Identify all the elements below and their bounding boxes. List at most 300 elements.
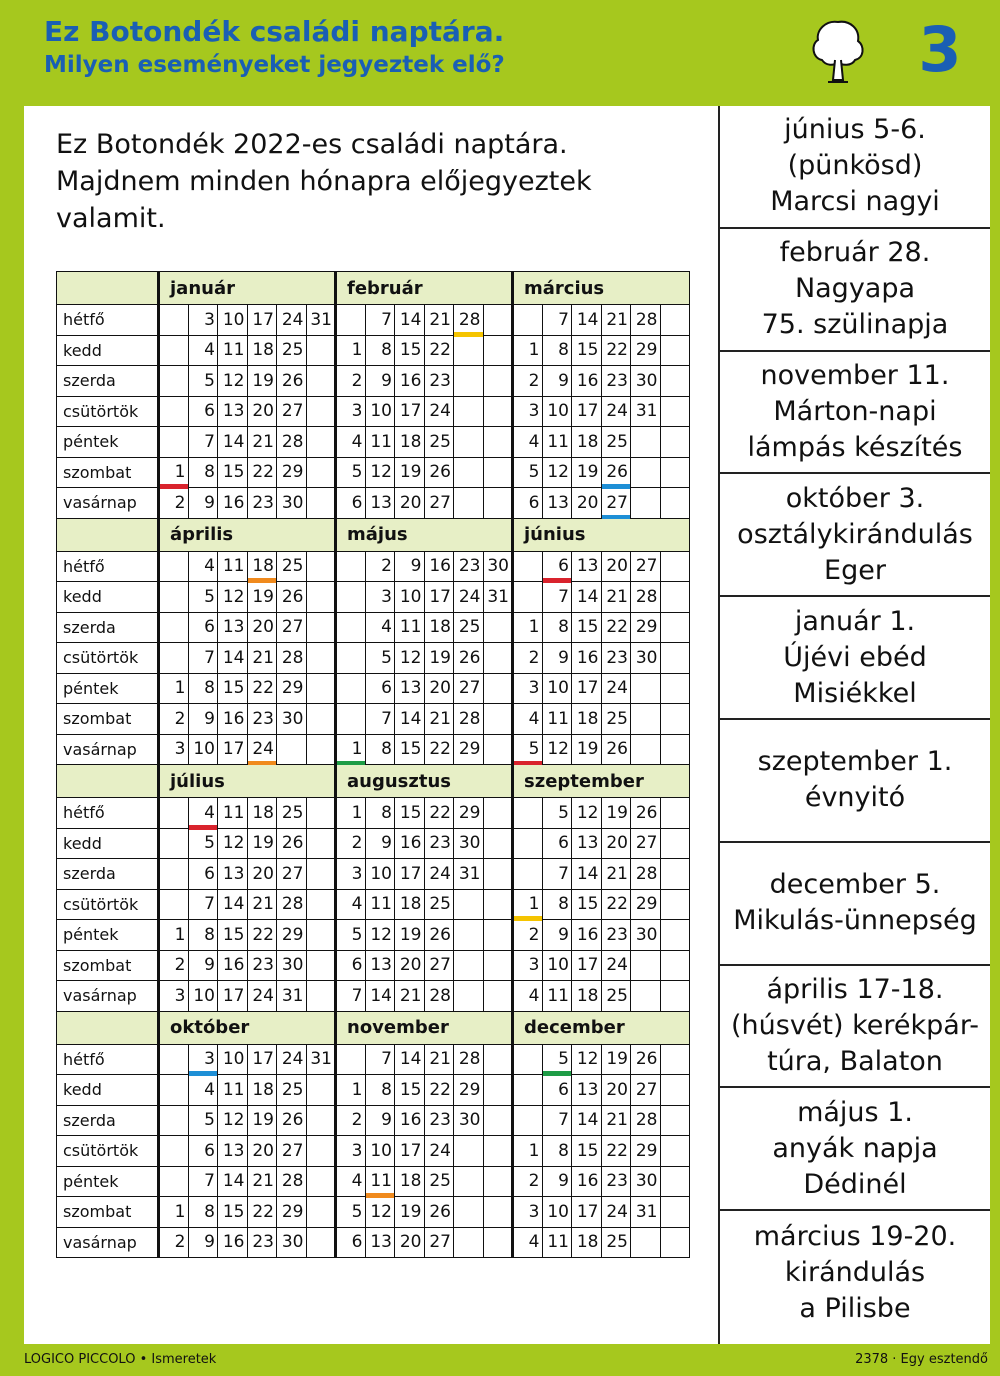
date-cell: 29 [631,612,661,643]
date-cell: 4 [513,704,543,735]
date-cell: 6 [336,1227,366,1258]
date-cell [306,366,336,397]
date-cell: 28 [631,1105,661,1136]
date-cell [660,488,690,519]
date-cell: 19 [247,828,277,859]
header-corner [57,272,159,305]
date-cell [660,798,690,829]
date-cell: 17 [572,950,602,981]
date-cell: 15 [218,457,248,488]
date-cell [631,488,661,519]
date-cell: 20 [572,488,602,519]
date-cell: 13 [218,396,248,427]
date-cell: 12 [218,582,248,613]
date-cell [454,335,484,366]
date-cell: 17 [247,305,277,336]
date-cell: 7 [542,305,572,336]
date-cell: 17 [395,396,425,427]
date-cell: 28 [454,305,484,336]
event-card [720,106,990,229]
event-line: június 5-6. [784,114,926,146]
week-row [57,950,690,981]
date-cell: 21 [247,643,277,674]
date-cell: 8 [188,673,218,704]
date-cell: 12 [218,828,248,859]
date-cell [159,859,189,890]
date-cell: 30 [277,488,307,519]
week-row [57,1136,690,1167]
week-row [57,488,690,519]
date-cell [483,1075,513,1106]
date-cell: 17 [218,734,248,765]
week-row [57,828,690,859]
date-cell: 4 [513,1227,543,1258]
date-cell: 24 [454,582,484,613]
date-cell: 18 [247,335,277,366]
date-cell: 12 [365,457,395,488]
date-cell: 9 [542,1166,572,1197]
intro-text [56,126,706,237]
date-cell [660,889,690,920]
date-cell: 14 [365,981,395,1012]
date-cell: 2 [513,1166,543,1197]
date-cell: 16 [218,488,248,519]
date-cell [660,704,690,735]
header-corner [57,518,159,551]
date-cell: 18 [395,889,425,920]
date-cell [454,1136,484,1167]
date-cell: 9 [188,704,218,735]
week-row [57,427,690,458]
date-cell: 22 [601,1136,631,1167]
date-cell: 2 [365,551,395,582]
date-cell: 11 [542,1227,572,1258]
week-row [57,1166,690,1197]
event-line: kirándulás [784,1256,926,1288]
date-cell: 11 [218,1075,248,1106]
date-cell [660,1166,690,1197]
date-cell: 26 [424,457,454,488]
event-line: Mikulás-ünnepség [733,905,977,937]
week-row [57,1197,690,1228]
weekday-label: kedd [57,335,159,366]
date-cell: 4 [513,427,543,458]
date-cell: 27 [277,396,307,427]
weekday-label: hétfő [57,798,159,829]
date-cell: 10 [542,950,572,981]
month-name: január [159,272,336,305]
date-cell: 3 [188,305,218,336]
date-cell [483,981,513,1012]
date-cell: 28 [631,582,661,613]
event-line: február 28. [779,237,931,269]
week-row [57,704,690,735]
date-cell [660,859,690,890]
date-cell: 13 [365,950,395,981]
date-cell [306,920,336,951]
date-cell: 5 [188,828,218,859]
date-cell: 16 [395,828,425,859]
date-cell: 27 [454,673,484,704]
week-row [57,981,690,1012]
date-cell: 24 [424,396,454,427]
date-cell: 3 [336,396,366,427]
date-cell: 14 [572,582,602,613]
date-cell [660,427,690,458]
date-cell: 4 [188,335,218,366]
date-cell: 19 [572,734,602,765]
date-cell: 30 [631,1166,661,1197]
date-cell [306,1075,336,1106]
date-cell: 9 [542,366,572,397]
date-cell: 24 [601,673,631,704]
main-panel [24,106,718,1344]
date-cell [306,1136,336,1167]
weekday-label: péntek [57,920,159,951]
date-cell: 31 [631,1197,661,1228]
date-cell: 1 [513,612,543,643]
event-card [720,597,990,720]
date-cell: 12 [572,798,602,829]
weekday-label: szombat [57,704,159,735]
date-cell: 30 [631,643,661,674]
date-cell: 5 [542,1044,572,1075]
date-cell: 15 [395,335,425,366]
events-column [718,106,990,1344]
date-cell: 23 [601,920,631,951]
weekday-label: péntek [57,427,159,458]
date-cell [483,673,513,704]
date-cell: 8 [365,734,395,765]
week-row [57,582,690,613]
date-cell: 22 [424,798,454,829]
date-cell: 7 [188,1166,218,1197]
date-cell [159,551,189,582]
month-header-row [57,765,690,798]
week-row [57,396,690,427]
date-cell: 21 [601,305,631,336]
date-cell: 29 [454,734,484,765]
date-cell: 12 [542,734,572,765]
date-cell: 1 [159,673,189,704]
date-cell: 23 [247,1227,277,1258]
event-line: március 19-20. [753,1220,957,1252]
date-cell: 19 [601,798,631,829]
date-cell [306,734,336,765]
weekday-label: szerda [57,859,159,890]
date-cell [631,1227,661,1258]
month-name: június [513,518,690,551]
date-cell: 28 [277,889,307,920]
weekday-label: hétfő [57,551,159,582]
date-cell: 3 [365,582,395,613]
date-cell [631,950,661,981]
date-cell: 20 [247,396,277,427]
date-cell: 4 [336,1166,366,1197]
date-cell [454,366,484,397]
date-cell: 7 [188,889,218,920]
date-cell [483,1166,513,1197]
date-cell [660,1227,690,1258]
date-cell: 23 [601,1166,631,1197]
date-cell: 5 [188,1105,218,1136]
date-cell [631,673,661,704]
date-cell [159,798,189,829]
date-cell: 15 [218,673,248,704]
date-cell: 29 [454,798,484,829]
date-cell [454,488,484,519]
date-cell: 1 [336,335,366,366]
date-cell: 18 [572,427,602,458]
event-line: november 11. [760,359,950,391]
page-header [44,14,505,80]
date-cell: 9 [395,551,425,582]
date-cell: 28 [277,427,307,458]
date-cell: 7 [365,704,395,735]
date-cell: 25 [454,612,484,643]
date-cell: 2 [159,704,189,735]
date-cell [306,551,336,582]
date-cell [336,582,366,613]
date-cell: 5 [365,643,395,674]
date-cell: 22 [247,920,277,951]
date-cell [277,734,307,765]
date-cell: 20 [395,488,425,519]
date-cell [483,920,513,951]
date-cell: 25 [601,704,631,735]
date-cell: 12 [365,920,395,951]
date-cell: 13 [572,551,602,582]
date-cell [306,828,336,859]
date-cell [306,673,336,704]
date-cell [159,366,189,397]
date-cell: 13 [365,488,395,519]
date-cell: 8 [365,1075,395,1106]
date-cell: 10 [365,859,395,890]
date-cell: 22 [247,1197,277,1228]
weekday-label: hétfő [57,1044,159,1075]
weekday-label: vasárnap [57,1227,159,1258]
date-cell [513,1075,543,1106]
event-card [720,229,990,352]
date-cell: 16 [572,920,602,951]
date-cell: 10 [542,673,572,704]
date-cell: 9 [188,488,218,519]
date-cell: 23 [424,366,454,397]
date-cell: 29 [631,889,661,920]
date-cell: 21 [601,582,631,613]
date-cell: 30 [277,1227,307,1258]
date-cell: 6 [365,673,395,704]
date-cell [631,457,661,488]
date-cell [483,950,513,981]
date-cell: 22 [601,889,631,920]
date-cell [660,950,690,981]
date-cell: 23 [247,704,277,735]
date-cell: 22 [247,457,277,488]
date-cell: 1 [159,1197,189,1228]
month-name: szeptember [513,765,690,798]
date-cell: 19 [395,457,425,488]
date-cell: 4 [365,612,395,643]
date-cell: 2 [159,950,189,981]
date-cell: 6 [542,551,572,582]
date-cell: 17 [572,673,602,704]
date-cell: 5 [336,920,366,951]
date-cell [660,582,690,613]
date-cell [159,305,189,336]
month-name: augusztus [336,765,513,798]
date-cell: 5 [188,366,218,397]
intro-line-2: Majdnem minden hónapra előjegyeztek valamit. [56,166,592,234]
weekday-label: hétfő [57,305,159,336]
date-cell: 7 [542,582,572,613]
event-line: (húsvét) kerékpár- [731,1009,979,1041]
date-cell: 19 [601,1044,631,1075]
date-cell: 11 [218,335,248,366]
date-cell: 20 [247,1136,277,1167]
header-corner [57,1011,159,1044]
date-cell: 26 [424,1197,454,1228]
date-cell [483,1136,513,1167]
date-cell: 4 [188,551,218,582]
date-cell: 25 [277,1075,307,1106]
date-cell [631,427,661,458]
date-cell: 23 [601,366,631,397]
date-cell: 14 [572,859,602,890]
date-cell: 11 [365,889,395,920]
date-cell: 23 [424,828,454,859]
date-cell: 11 [542,981,572,1012]
date-cell: 31 [277,981,307,1012]
date-cell [306,859,336,890]
date-cell [483,366,513,397]
week-row [57,920,690,951]
date-cell: 7 [188,643,218,674]
date-cell [660,1105,690,1136]
weekday-label: vasárnap [57,981,159,1012]
date-cell: 16 [572,1166,602,1197]
event-line: Misiékkel [793,677,917,709]
calendar-table [56,271,690,1258]
week-row [57,305,690,336]
date-cell: 24 [277,1044,307,1075]
date-cell: 16 [395,366,425,397]
date-cell: 17 [395,859,425,890]
date-cell [306,1197,336,1228]
date-cell: 9 [365,828,395,859]
date-cell [306,889,336,920]
date-cell: 26 [277,582,307,613]
date-cell: 28 [631,305,661,336]
date-cell: 28 [454,1044,484,1075]
date-cell [159,1136,189,1167]
date-cell: 8 [542,612,572,643]
date-cell [306,981,336,1012]
event-line: december 5. [769,869,941,901]
date-cell: 31 [306,1044,336,1075]
weekday-label: szombat [57,457,159,488]
date-cell: 14 [572,1105,602,1136]
date-cell [660,734,690,765]
date-cell: 2 [513,366,543,397]
week-row [57,859,690,890]
date-cell: 2 [159,488,189,519]
date-cell: 14 [218,889,248,920]
date-cell: 25 [277,798,307,829]
date-cell: 6 [188,1136,218,1167]
weekday-label: szerda [57,1105,159,1136]
date-cell: 3 [188,1044,218,1075]
date-cell [513,1044,543,1075]
week-row [57,889,690,920]
date-cell: 22 [601,612,631,643]
date-cell [660,396,690,427]
date-cell: 25 [601,1227,631,1258]
date-cell: 31 [454,859,484,890]
date-cell: 21 [424,704,454,735]
week-row [57,335,690,366]
date-cell: 1 [159,920,189,951]
date-cell: 18 [395,427,425,458]
date-cell: 17 [572,396,602,427]
date-cell [306,582,336,613]
date-cell: 7 [542,859,572,890]
event-line: Eger [824,554,886,586]
date-cell: 9 [188,950,218,981]
date-cell: 24 [424,1136,454,1167]
date-cell: 7 [188,427,218,458]
date-cell: 22 [424,1075,454,1106]
week-row [57,457,690,488]
date-cell: 29 [631,1136,661,1167]
date-cell [454,457,484,488]
date-cell: 24 [601,1197,631,1228]
date-cell: 16 [572,643,602,674]
footer-code: 2378 · Egy esztendő [855,1352,988,1367]
date-cell: 22 [424,335,454,366]
date-cell: 4 [188,1075,218,1106]
date-cell: 30 [277,950,307,981]
date-cell: 20 [395,1227,425,1258]
date-cell: 5 [513,457,543,488]
date-cell: 25 [277,335,307,366]
date-cell: 11 [395,612,425,643]
date-cell: 12 [218,1105,248,1136]
date-cell: 19 [247,366,277,397]
date-cell [513,582,543,613]
date-cell: 17 [572,1197,602,1228]
event-card [720,843,990,966]
date-cell: 11 [542,427,572,458]
date-cell: 3 [159,981,189,1012]
date-cell: 7 [365,1044,395,1075]
date-cell: 13 [365,1227,395,1258]
date-cell [306,612,336,643]
weekday-label: szombat [57,950,159,981]
month-name: március [513,272,690,305]
date-cell: 4 [513,981,543,1012]
date-cell: 18 [572,704,602,735]
date-cell [660,366,690,397]
date-cell [306,335,336,366]
date-cell: 23 [454,551,484,582]
date-cell [336,612,366,643]
date-cell: 28 [424,981,454,1012]
date-cell: 3 [513,1197,543,1228]
date-cell: 6 [188,612,218,643]
date-cell [306,798,336,829]
